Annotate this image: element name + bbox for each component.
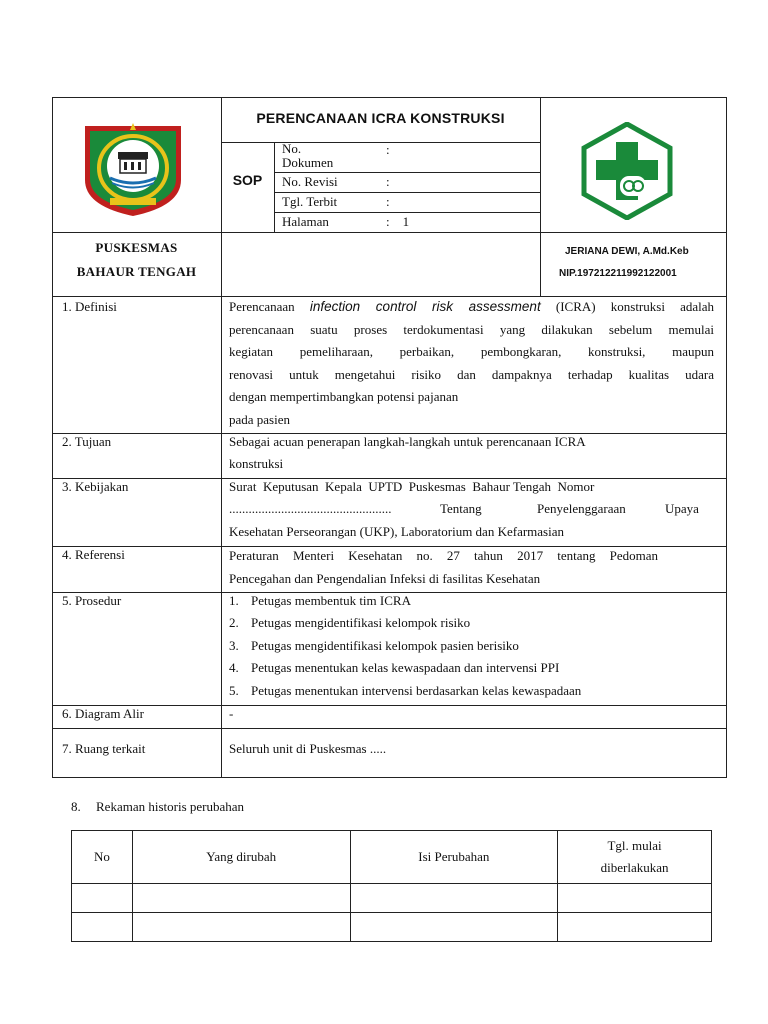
referensi-label: 4. Referensi [62, 547, 125, 562]
field-tgl-terbit-value: : [386, 194, 390, 209]
ruang-value: Seluruh unit di Puskesmas ..... [229, 741, 387, 756]
field-no-revisi-label: No. Revisi [282, 174, 338, 189]
table-row [72, 913, 712, 942]
field-halaman-value: : 1 [386, 214, 410, 229]
regional-emblem-icon [80, 118, 186, 218]
field-tgl-terbit-label: Tgl. Terbit [282, 194, 338, 209]
field-halaman-label: Halaman [282, 214, 329, 229]
history-col-date-line1: Tgl. mulai [607, 838, 662, 853]
org-name-line2: BAHAUR TENGAH [76, 264, 197, 279]
kebijakan-upaya: Upaya [665, 501, 699, 516]
prosedur-label: 5. Prosedur [62, 593, 122, 608]
referensi-text: Peraturan Menteri Kesehatan no. 27 tahun 2017 tentang Pedoman Pencegahan dan Pengendalian Infeksi di fasilitas Kesehatan [229, 548, 658, 586]
diagram-label: 6. Diagram Alir [62, 706, 144, 721]
definisi-text: Perencanaan infection control risk assessment (ICRA) konstruksi adalah perencanaan suatu proses terdokumentasi yang dilakukan sebelum memulai kegiatan pemeliharaan, perbaikan, pembongkaran, konstruksi, maupun renovasi untuk mengetahui risiko dan dampaknya terhadap kualitas udara dengan mempertimbangkan potensi pajanan pada pasien [229, 299, 715, 427]
document-title: PERENCANAAN ICRA KONSTRUKSI [256, 110, 505, 126]
tujuan-label: 2. Tujuan [62, 434, 112, 449]
sop-label: SOP [232, 172, 263, 188]
field-no-revisi-value: : [386, 174, 390, 189]
kebijakan-dots: .................................................. [229, 501, 392, 516]
history-number: 8. [71, 799, 81, 814]
history-col-date-line2: diberlakukan [600, 860, 669, 875]
ruang-label: 7. Ruang terkait [62, 741, 146, 756]
field-no-dokumen-value: : [386, 142, 390, 157]
signer-nip: NIP.197212211992122001 [559, 268, 677, 279]
signer-name: JERIANA DEWI, A.Md.Keb [565, 246, 689, 257]
history-col-no: No [72, 831, 133, 884]
org-name-line1: PUSKESMAS [95, 240, 178, 255]
prosedur-step: 1. Petugas membentuk tim ICRA [229, 593, 411, 608]
history-title: Rekaman historis perubahan [96, 799, 245, 814]
kebijakan-penyelenggaraan: Penyelenggaraan [537, 501, 626, 516]
prosedur-step: 4. Petugas menentukan kelas kewaspadaan dan intervensi PPI [229, 660, 560, 675]
kebijakan-label: 3. Kebijakan [62, 479, 129, 494]
tujuan-line1: Sebagai acuan penerapan langkah-langkah untuk perencanaan ICRA [229, 434, 586, 449]
table-row [72, 884, 712, 913]
history-col-date [558, 831, 712, 884]
field-no-dokumen-label: No. Dokumen [282, 141, 334, 170]
tujuan-line2: konstruksi [229, 456, 284, 471]
diagram-value: - [229, 706, 234, 721]
puskesmas-cross-icon [580, 122, 674, 220]
kebijakan-line1: Surat Keputusan Kepala UPTD Puskesmas Bahaur Tengah Nomor [229, 479, 595, 494]
definisi-label: 1. Definisi [62, 299, 117, 314]
prosedur-step: 5. Petugas menentukan intervensi berdasarkan kelas kewaspadaan [229, 683, 582, 698]
prosedur-step: 3. Petugas mengidentifikasi kelompok pasien berisiko [229, 638, 519, 653]
history-col-content: Isi Perubahan [350, 831, 558, 884]
kebijakan-tentang: Tentang [440, 501, 482, 516]
kebijakan-line3: Kesehatan Perseorangan (UKP), Laboratorium dan Kefarmasian [229, 524, 564, 539]
prosedur-step: 2. Petugas mengidentifikasi kelompok risiko [229, 615, 471, 630]
history-table [71, 830, 712, 942]
history-col-changed: Yang dirubah [132, 831, 350, 884]
